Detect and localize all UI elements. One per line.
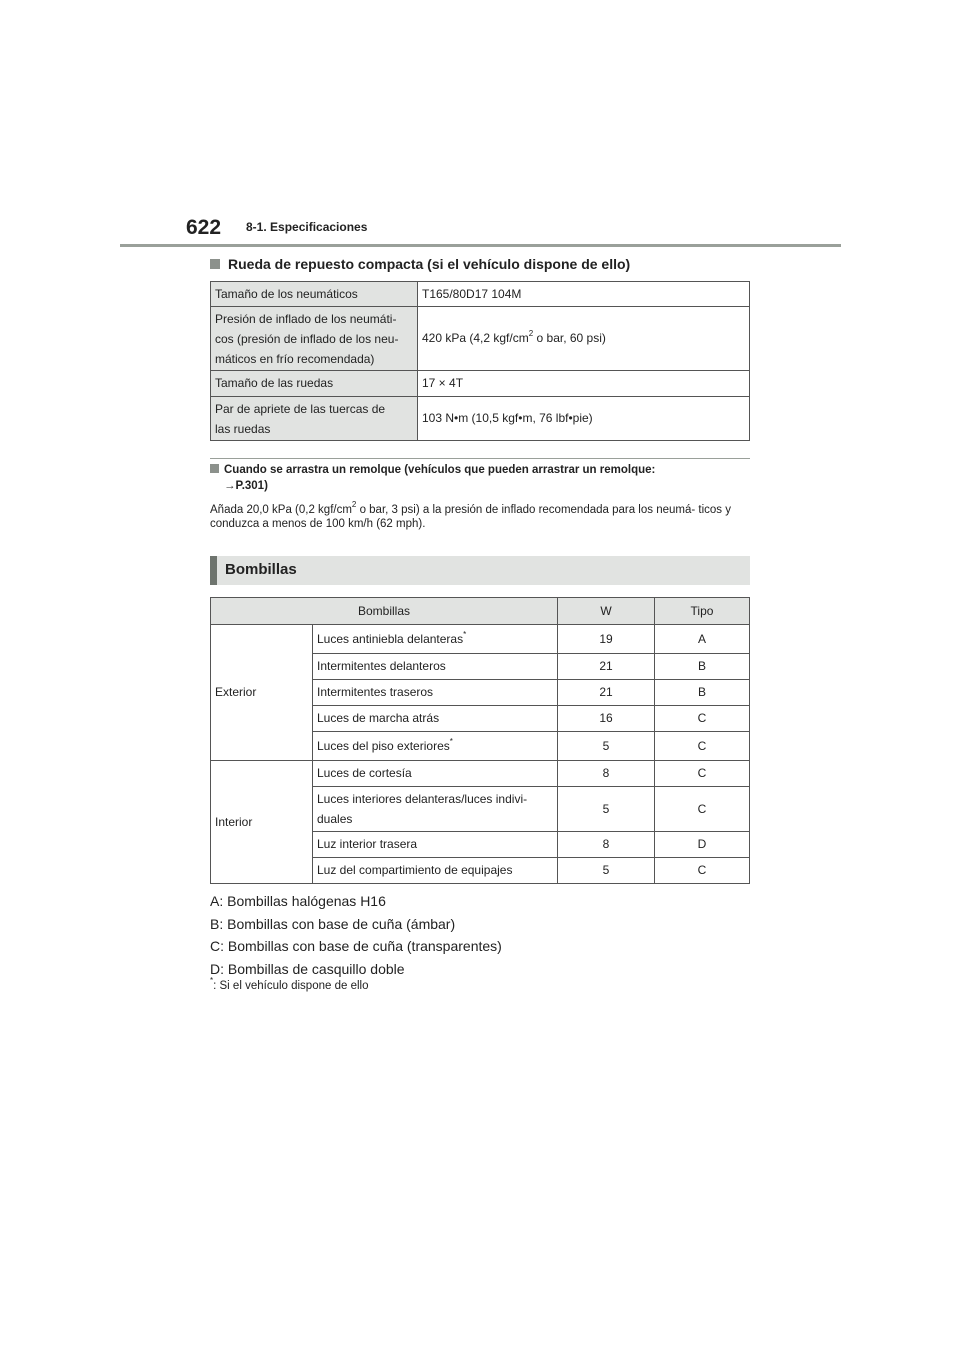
row-value: 17 × 4T [418,371,750,397]
table-row [211,761,750,787]
bulb-type: C [655,787,750,832]
bulb-name-text: Luces antiniebla delanteras [317,631,464,646]
bulb-type: A [655,625,750,654]
spare-wheel-table [210,281,750,441]
footnote-mark: * [449,736,453,746]
label-line: máticos en frío recomendada) [215,351,375,366]
value-text: 420 kPa (4,2 kgf/cm [422,331,529,345]
row-label: Tamaño de las ruedas [211,371,418,397]
row-label: Tamaño de los neumáticos [211,282,418,307]
bulb-name [313,625,558,654]
bulb-name: Intermitentes delanteros [313,654,558,680]
legend-item: B: Bombillas con base de cuña (ámbar) [210,915,456,932]
bulb-name: Luz interior trasera [313,832,558,858]
legend-item: C: Bombillas con base de cuña (transparentes) [210,938,502,954]
bulb-legend [210,890,502,980]
superscript: 2 [351,500,357,509]
bulb-watt: 21 [558,680,655,706]
section-title-bar [210,556,750,585]
bulb-type: B [655,680,750,706]
bulb-watt: 19 [558,625,655,654]
bulb-type: C [655,732,750,761]
label-line: Presión de inflado de los neumáti- [215,311,397,326]
footnote-mark: * [210,976,214,985]
body-text: o bar, 3 psi) a la presión de inflado recomendada para los neumá- ticos y conduzca a menos de 100 km/h (62 mph). [210,504,731,530]
row-value: 103 N•m (10,5 kgf•m, 76 lbf•pie) [418,397,750,441]
value-text: o bar, 60 psi) [533,331,606,345]
bulb-name [313,787,558,832]
bulb-watt: 5 [558,732,655,761]
bulb-watt: 16 [558,706,655,732]
bulb-name: Intermitentes traseros [313,680,558,706]
spare-wheel-heading [210,256,630,272]
bulb-type: C [655,761,750,787]
square-bullet-icon [210,259,220,269]
bulb-name: Luces de cortesía [313,761,558,787]
table-header-row [211,598,750,625]
bulb-name-line: Luces interiores delanteras/luces indivi- [317,792,528,806]
bulb-type: D [655,832,750,858]
section-title: 8-1. Especificaciones [246,220,368,234]
towing-heading-text: Cuando se arrastra un remolque (vehículos que pueden arrastrar un remolque: [224,464,656,476]
note-divider [210,458,750,459]
bulb-watt: 5 [558,787,655,832]
bulb-type: C [655,706,750,732]
superscript: 2 [528,329,534,338]
bulb-type: B [655,654,750,680]
column-header: Tipo [655,598,750,625]
table-row [211,282,750,307]
row-label [211,307,418,371]
legend-item: D: Bombillas de casquillo doble [210,960,405,977]
bulb-name: Luces de marcha atrás [313,706,558,732]
bulb-watt: 21 [558,654,655,680]
column-header: Bombillas [211,598,558,625]
header-divider [120,244,841,247]
table-row [211,397,750,441]
table-row [211,307,750,371]
towing-note-heading [210,462,750,494]
row-value [418,307,750,371]
row-value: T165/80D17 104M [418,282,750,307]
label-line: cos (presión de inflado de los neu- [215,331,399,346]
bulb-name [313,732,558,761]
footnote-text: : Si el vehículo dispone de ello [213,980,369,992]
bulb-watt: 5 [558,858,655,884]
towing-note-body [210,500,755,531]
bulbs-table [210,597,750,884]
section-title-text: Bombillas [225,561,297,578]
bulb-name-line: duales [317,812,353,826]
table-row [211,371,750,397]
label-line: las ruedas [215,421,271,436]
body-text: Añada 20,0 kPa (0,2 kgf/cm [210,504,352,516]
footnote-mark: * [463,629,467,639]
bulb-watt: 8 [558,832,655,858]
row-label [211,397,418,441]
bulb-watt: 8 [558,761,655,787]
bulb-name: Luz del compartimiento de equipajes [313,858,558,884]
label-line: Par de apriete de las tuercas de [215,401,386,416]
page-number: 622 [186,216,222,239]
square-bullet-icon [210,464,219,473]
footnote [210,976,369,992]
column-header: W [558,598,655,625]
legend-item: A: Bombillas halógenas H16 [210,893,386,909]
group-label: Interior [211,761,313,884]
spare-wheel-heading-text: Rueda de repuesto compacta (si el vehículo dispone de ello) [228,256,631,272]
section-accent [210,556,217,585]
group-label: Exterior [211,625,313,761]
table-row [211,625,750,654]
bulb-name-text: Luces del piso exteriores [317,738,450,753]
bulb-type: C [655,858,750,884]
page-reference: →P.301) [224,480,268,492]
